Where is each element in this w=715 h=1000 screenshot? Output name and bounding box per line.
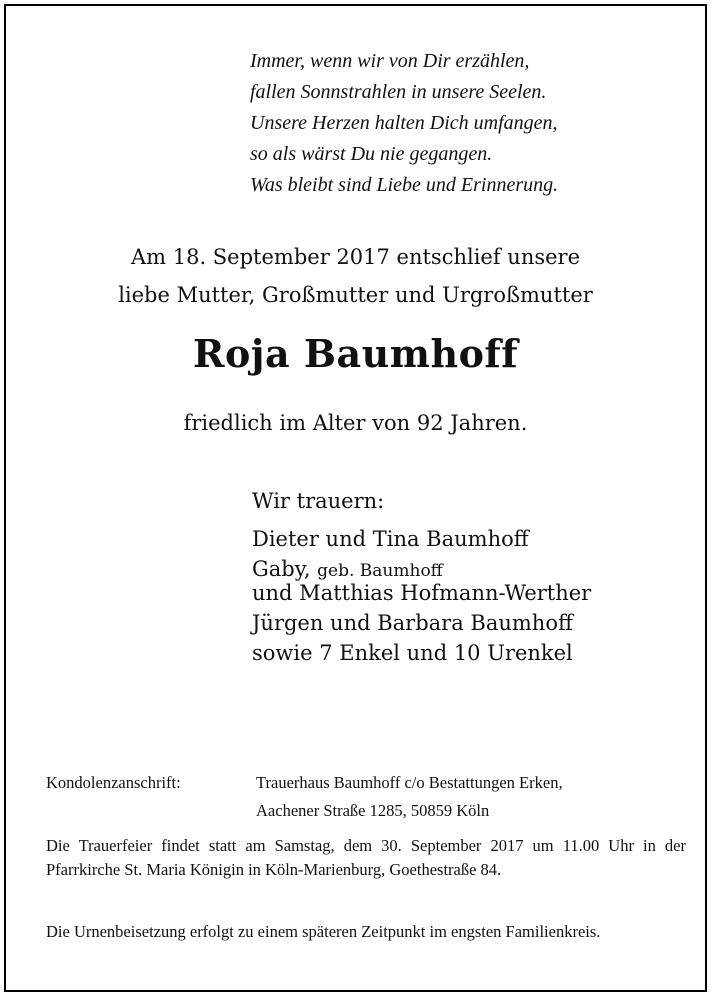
mourner-birth-name: geb. Baumhoff [317,561,443,581]
condolence-address-lines [256,769,563,825]
burial-info: Die Urnenbeisetzung erfolgt zu einem späteren Zeitpunkt im engsten Familienkreis. [46,922,601,941]
mourner-entry: Dieter und Tina Baumhoff [252,527,529,551]
condolence-label: Kondolenzanschrift: [46,773,181,792]
age-line: friedlich im Alter von 92 Jahren. [183,411,528,435]
poem-line: Immer, wenn wir von Dir erzählen, [250,50,530,72]
address-line: Trauerhaus Baumhoff c/o Bestattungen Erken, [256,773,563,792]
mourner-entry [252,557,591,581]
memorial-poem [250,46,558,201]
mourners-list [252,489,591,665]
obituary-notice [4,4,707,992]
mourners-heading: Wir trauern: [252,489,385,513]
poem-line: Unsere Herzen halten Dich umfangen, [250,112,558,134]
intro-line: liebe Mutter, Großmutter und Urgroßmutter [118,283,593,307]
poem-line: so als wärst Du nie gegangen. [250,143,493,165]
funeral-info: Die Trauerfeier findet statt am Samstag, dem 30. September 2017 um 11.00 Uhr in der Pfarrkirche St. Maria Königin in Köln-Marienburg, Goethestraße 84. [46,836,686,879]
mourner-entry: und Matthias Hofmann-Werther [252,581,592,605]
address-line: Aachener Straße 1285, 50859 Köln [256,801,490,820]
announcement-intro [6,238,705,314]
mourner-entry: Jürgen und Barbara Baumhoff [252,611,573,635]
mourner-entry: sowie 7 Enkel und 10 Urenkel [252,641,573,665]
deceased-name: Roja Baumhoff [192,331,519,376]
intro-line: Am 18. September 2017 entschlief unsere [130,245,581,269]
poem-line: Was bleibt sind Liebe und Erinnerung. [250,174,559,196]
poem-line: fallen Sonnstrahlen in unsere Seelen. [250,81,547,103]
mourner-name: Gaby, [252,557,318,581]
